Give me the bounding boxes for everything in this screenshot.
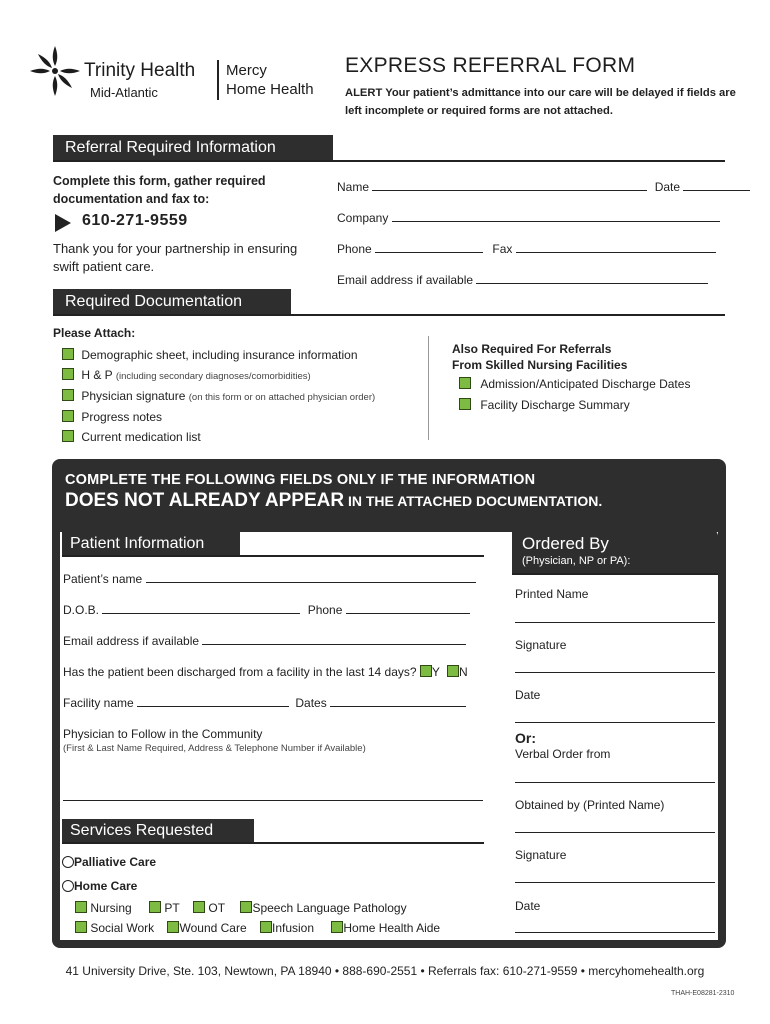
or-label: Or:: [515, 730, 536, 746]
patient-section-tab: Patient Information: [62, 532, 240, 556]
pt-checkbox[interactable]: [149, 901, 161, 913]
home-health-aide-checkbox[interactable]: [331, 921, 343, 933]
patient-discharged-question: Has the patient been discharged from a facility in the last 14 days? Y N: [63, 665, 468, 679]
date-label: Date: [654, 180, 681, 194]
referral-fax-number: 610-271-9559: [82, 212, 188, 229]
referral-instruction: Complete this form, gather required documentation and fax to:: [53, 174, 266, 206]
documentation-divider: [428, 336, 429, 440]
referral-phone-field[interactable]: [337, 242, 716, 256]
patient-dob-field[interactable]: D.O.B. Phone: [63, 603, 470, 617]
home-care-option[interactable]: Home Care: [62, 879, 137, 893]
notice-line1: COMPLETE THE FOLLOWING FIELDS ONLY IF THE INFORMATION: [65, 472, 536, 488]
logo-sub: Mid-Atlantic: [90, 85, 158, 100]
please-attach-label: Please Attach:: [53, 326, 136, 340]
alert-body: Your patient’s admittance into our care will be delayed if fields are left incomplete or required forms are not attached.: [345, 87, 736, 117]
logo-mercy: Mercy: [226, 62, 267, 79]
documentation-section-rule: [53, 314, 725, 316]
fax-label: Fax: [492, 242, 513, 256]
ordered-by-rule: [512, 573, 718, 575]
signature-line[interactable]: [515, 672, 715, 673]
printed-name-label: Printed Name: [515, 587, 589, 601]
services-row1: Nursing PT OT Speech Language Pathology: [75, 901, 407, 915]
ot-checkbox[interactable]: [193, 901, 205, 913]
logo-name: Trinity Health: [84, 60, 196, 81]
yes-checkbox[interactable]: [420, 665, 432, 677]
referral-thanks: Thank you for your partnership in ensuring swift patient care.: [53, 241, 298, 274]
footer-address: 41 University Drive, Ste. 103, Newtown, PA 18940 • 888-690-2551 • Referrals fax: 610-271-9559 • mercyhomehealth.org: [65, 964, 705, 978]
physician-line[interactable]: [63, 800, 483, 801]
documentation-section-tab: Required Documentation: [53, 289, 291, 315]
verbal-order-line[interactable]: [515, 782, 715, 783]
doc-item[interactable]: Progress notes: [62, 410, 162, 424]
referral-name-field[interactable]: [337, 180, 750, 194]
palliative-option[interactable]: Palliative Care: [62, 855, 156, 869]
snf-item[interactable]: Facility Discharge Summary: [459, 398, 630, 412]
checkbox[interactable]: [459, 377, 471, 389]
trinity-cross-logo-icon: [28, 44, 82, 98]
date2-line[interactable]: [515, 932, 715, 933]
no-checkbox[interactable]: [447, 665, 459, 677]
referral-company-field[interactable]: [337, 211, 720, 225]
services-section-rule: [62, 842, 484, 844]
company-label: Company: [337, 211, 389, 225]
physician-label: Physician to Follow in the Community: [63, 727, 263, 741]
ordered-by-title: Ordered By: [522, 534, 609, 553]
printed-name-line[interactable]: [515, 622, 715, 623]
patient-name-field[interactable]: Patient’s name: [63, 572, 476, 586]
checkbox[interactable]: [62, 348, 74, 360]
doc-item[interactable]: Demographic sheet, including insurance information: [62, 348, 358, 362]
form-title: EXPRESS REFERRAL FORM: [345, 54, 636, 77]
home-care-radio[interactable]: [62, 880, 74, 892]
obtained-by-line[interactable]: [515, 832, 715, 833]
phone-label: Phone: [337, 242, 372, 256]
patient-facility-field[interactable]: Facility name Dates: [63, 696, 466, 710]
logo-divider: [217, 60, 219, 100]
alert-label: ALERT: [345, 87, 383, 99]
form-code: THAH-E08281-2310: [671, 990, 735, 997]
signature-label: Signature: [515, 638, 567, 652]
obtained-by-label: Obtained by (Printed Name): [515, 798, 665, 812]
services-section-tab: Services Requested: [62, 819, 254, 843]
doc-item[interactable]: Current medication list: [62, 430, 201, 444]
date-label: Date: [515, 688, 541, 702]
checkbox[interactable]: [62, 389, 74, 401]
checkbox[interactable]: [62, 430, 74, 442]
palliative-radio[interactable]: [62, 856, 74, 868]
physician-note: (First & Last Name Required, Address & Telephone Number if Available): [63, 743, 366, 754]
ordered-by-subtitle: (Physician, NP or PA):: [522, 555, 631, 567]
doc-item[interactable]: H & P (including secondary diagnoses/comorbidities): [62, 368, 311, 382]
signature2-line[interactable]: [515, 882, 715, 883]
patient-section-rule: [62, 555, 484, 557]
referral-email-field[interactable]: [337, 273, 708, 287]
referral-section-tab: Referral Required Information: [53, 135, 333, 161]
date-line[interactable]: [515, 722, 715, 723]
checkbox[interactable]: [62, 410, 74, 422]
snf-title: Also Required For Referrals From Skilled Nursing Facilities: [452, 342, 628, 372]
date2-label: Date: [515, 899, 541, 913]
patient-email-field[interactable]: Email address if available: [63, 634, 466, 648]
verbal-order-label: Verbal Order from: [515, 747, 611, 761]
services-row2: Social Work Wound Care Infusion Home Health Aide: [75, 921, 440, 935]
speech-checkbox[interactable]: [240, 901, 252, 913]
signature2-label: Signature: [515, 848, 567, 862]
arrow-right-icon: [53, 213, 73, 233]
infusion-checkbox[interactable]: [260, 921, 272, 933]
alert-text: [345, 84, 745, 120]
logo-home-health: Home Health: [226, 81, 314, 98]
email-label: Email address if available: [337, 273, 474, 287]
checkbox[interactable]: [459, 398, 471, 410]
referral-section-rule: [53, 160, 725, 162]
notice-line2: DOES NOT ALREADY APPEAR IN THE ATTACHED DOCUMENTATION.: [65, 490, 603, 511]
social-work-checkbox[interactable]: [75, 921, 87, 933]
name-label: Name: [337, 180, 370, 194]
wound-care-checkbox[interactable]: [167, 921, 179, 933]
checkbox[interactable]: [62, 368, 74, 380]
nursing-checkbox[interactable]: [75, 901, 87, 913]
doc-item[interactable]: Physician signature (on this form or on attached physician order): [62, 389, 375, 403]
snf-item[interactable]: Admission/Anticipated Discharge Dates: [459, 377, 690, 391]
